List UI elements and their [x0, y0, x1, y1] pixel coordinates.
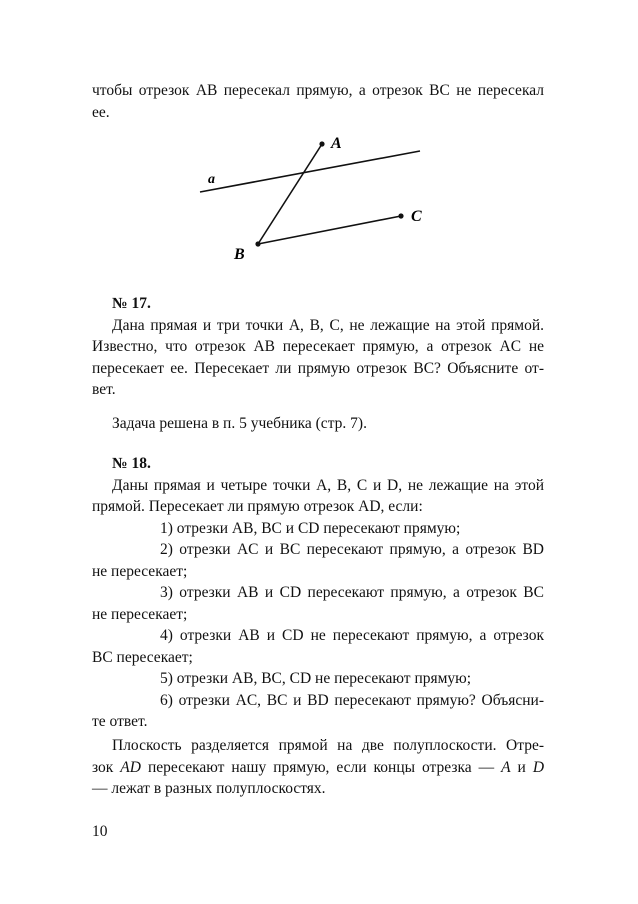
segment-AB: [258, 144, 322, 244]
problem-17-heading: № 17.: [112, 295, 151, 312]
problem-18-item-cont: BC пересекает;: [92, 648, 193, 666]
intro-paragraph: [92, 80, 544, 123]
solution-line-3: — лежат в разных полуплоскостях.: [92, 780, 326, 797]
point-B: [255, 241, 260, 246]
problem-18-item-cont: не пересекает;: [92, 605, 188, 623]
label-point-B: B: [234, 246, 245, 263]
problem-18: [92, 453, 544, 733]
line-a: [200, 151, 420, 192]
geometry-figure: [180, 125, 460, 265]
segment-name-AD: AD: [120, 758, 141, 776]
solution-text: и: [510, 758, 533, 776]
point-A: [319, 141, 324, 146]
page-number: 10: [92, 823, 108, 840]
point-name-D: D: [532, 758, 545, 776]
problem-18-item: 6) отрезки AC, BC и BD пересекают прямую? Объясни-: [160, 691, 544, 709]
problem-17-note: [92, 413, 544, 435]
problem-17: [92, 293, 544, 401]
problem-18-item-cont: не пересекает;: [92, 562, 188, 580]
point-name-A: A: [501, 758, 511, 776]
solution-text: зок: [92, 758, 121, 776]
problem-18-line-1: Даны прямая и четыре точки A, B, C и D, не лежащие на этой: [112, 476, 544, 494]
problem-18-item: 2) отрезки AC и BC пересекают прямую, а отрезок BD: [160, 541, 544, 558]
label-line-a: a: [208, 172, 215, 187]
intro-line-2: ее.: [92, 103, 110, 121]
label-point-C: C: [411, 208, 422, 225]
solution-line-1: Плоскость разделяется прямой на две полуплоскости. Отре-: [112, 737, 544, 754]
solution-paragraph: [92, 735, 544, 800]
problem-17-line-1: Дана прямая и три точки A, B, C, не лежащие на этой прямой.: [112, 316, 544, 334]
problem-18-item: 1) отрезки AB, BC и CD пересекают прямую;: [160, 519, 461, 537]
problem-18-line-2: прямой. Пересекает ли прямую отрезок AD, если:: [92, 498, 423, 515]
problem-18-item-cont: те ответ.: [92, 713, 148, 730]
problem-17-line-4: вет.: [92, 381, 116, 398]
segment-BC: [258, 216, 401, 244]
problem-17-line-3: пересекает ее. Пересекает ли прямую отрезок BC? Объясните от-: [92, 359, 544, 377]
solution-text: пересекают нашу прямую, если концы отрезка —: [140, 758, 502, 776]
label-point-A: A: [331, 135, 342, 152]
intro-line-1: чтобы отрезок AB пересекал прямую, а отрезок BC не пересекал: [92, 82, 544, 99]
problem-18-item: 5) отрезки AB, BC, CD не пересекают прямую;: [160, 670, 472, 687]
problem-18-item: 3) отрезки AB и CD пересекают прямую, а отрезок BC: [160, 584, 544, 601]
problem-18-item: 4) отрезки AB и CD не пересекают прямую, а отрезок: [160, 627, 544, 644]
point-C: [398, 213, 403, 218]
solution-line-2: [92, 757, 544, 779]
problem-17-line-2: Известно, что отрезок AB пересекает прямую, а отрезок AC не: [92, 338, 544, 355]
problem-18-heading: № 18.: [112, 455, 151, 472]
problem-17-note-text: Задача решена в п. 5 учебника (стр. 7).: [112, 415, 367, 432]
